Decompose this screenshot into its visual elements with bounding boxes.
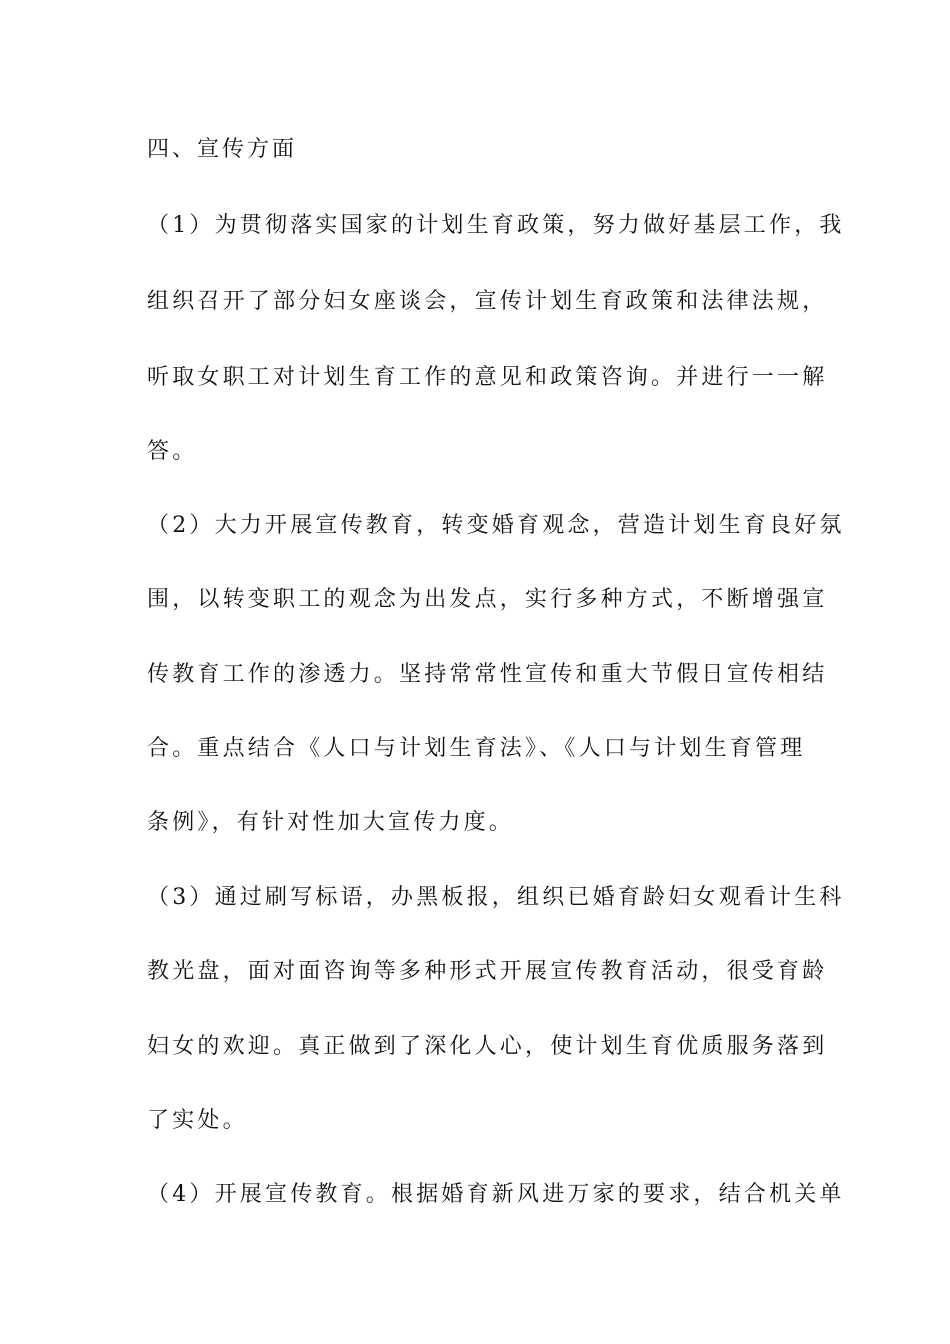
paragraph-line: 传教育工作的渗透力。坚持常常性宣传和重大节假日宣传相结 — [147, 662, 828, 687]
paragraph-line: 了实处。 — [147, 1108, 248, 1133]
paragraph-line: （1）为贯彻落实国家的计划生育政策，努力做好基层工作，我 — [147, 213, 845, 238]
paragraph-line: 听取女职工对计划生育工作的意见和政策咨询。并进行一一解 — [147, 365, 828, 390]
paragraph-line: 答。 — [147, 439, 198, 464]
paragraph-line: 教光盘，面对面咨询等多种形式开展宣传教育活动，很受育龄 — [147, 959, 828, 984]
paragraph-line: 组织召开了部分妇女座谈会，宣传计划生育政策和法律法规， — [147, 289, 828, 314]
paragraph-line: 条例》，有针对性加大宣传力度。 — [147, 810, 515, 835]
paragraph-line: 围，以转变职工的观念为出发点，实行多种方式，不断增强宣 — [147, 587, 828, 612]
paragraph-line: （2）大力开展宣传教育，转变婚育观念，营造计划生育良好氛 — [147, 513, 845, 538]
section-heading: 四、宣传方面 — [147, 137, 298, 162]
paragraph-line: （3）通过刷写标语，办黑板报，组织已婚育龄妇女观看计生科 — [147, 885, 845, 910]
paragraph-line: 妇女的欢迎。真正做到了深化人心，使计划生育优质服务落到 — [147, 1034, 828, 1059]
paragraph-line: （4）开展宣传教育。根据婚育新风进万家的要求，结合机关单 — [147, 1182, 845, 1207]
paragraph-line: 合。重点结合《人口与计划生育法》、《人口与计划生育管理 — [147, 736, 806, 761]
